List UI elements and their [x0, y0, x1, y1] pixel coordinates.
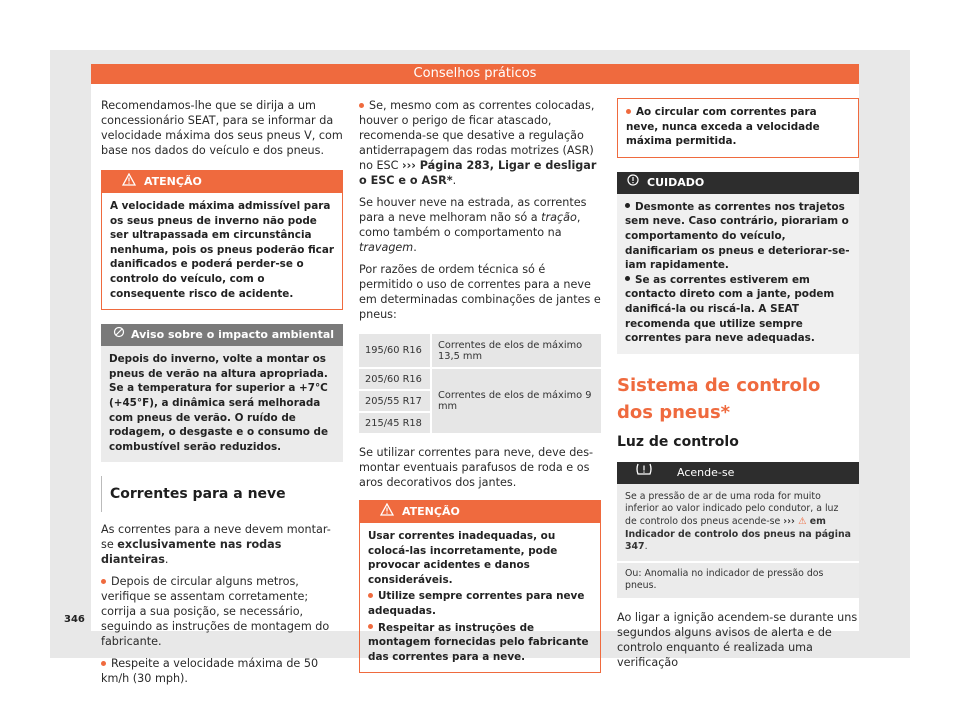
- warning-triangle-icon: [122, 171, 136, 193]
- table-cell-tire: 215/45 R18: [359, 412, 431, 434]
- tire-pressure-warning-icon: [635, 462, 653, 484]
- warning-body: [360, 523, 600, 672]
- warning-box: [101, 170, 343, 310]
- indicator-title: Acende-se: [677, 465, 735, 479]
- warning-title: ATENÇÃO: [144, 175, 202, 188]
- environment-title: Aviso sobre o impacto ambiental: [131, 328, 335, 342]
- combination-paragraph: Por razões de ordem técnica só é permitido o uso de correntes para a neve em determinadas combinações de jantes e pneus:: [359, 263, 601, 321]
- environment-header: [101, 324, 343, 346]
- indicator-description-2: Ou: Anomalia no indicador de pressão dos pneus.: [617, 563, 859, 598]
- warning-triangle-icon: [380, 501, 394, 523]
- warning-header: [360, 501, 600, 523]
- indicator-text-end: .: [644, 541, 648, 553]
- note-box: [617, 98, 859, 158]
- indicator-panel: [617, 462, 859, 598]
- chapter-title: Conselhos práticos: [413, 66, 537, 81]
- bullet-icon: [359, 103, 364, 108]
- traction-end: .: [413, 241, 417, 254]
- list-item: [368, 589, 592, 618]
- traction-text-2: , como também o comportamento na: [359, 211, 581, 239]
- caution-title: CUIDADO: [647, 175, 705, 189]
- list-item-text: Depois de circular alguns metros, verifique se assentam corretamente; corrija a sua posição, se necessário, seguindo as instruções de montagem do fabricante.: [101, 575, 330, 649]
- list-item: [625, 273, 851, 346]
- section-title-tire-control: Sistema de controlo dos pneus*: [617, 374, 821, 423]
- list-item-text: Utilize sempre correntes para neve adequadas.: [368, 590, 585, 617]
- traction-text: Se houver neve na estrada, as correntes para a neve melhoram não só a: [359, 196, 587, 224]
- bullet-icon: [368, 593, 373, 598]
- intro-paragraph: Recomendamos-lhe que se dirija a um concessionário SEAT, para se informar da velocidade máxima dos seus pneus V, com base nos dados do veículo e dos pneus.: [101, 99, 343, 157]
- list-item-text: Se, mesmo com as correntes colocadas, houver o perigo de ficar atascado, recomenda-se que desative a regulação antiderrapagem das rodas motrizes (ASR) no ESC: [359, 99, 595, 172]
- bullet-icon: [368, 624, 373, 629]
- chapter-header: [91, 64, 859, 84]
- indicator-description: [617, 484, 859, 561]
- caution-body: [617, 194, 859, 354]
- list-item: [101, 574, 343, 649]
- ignition-paragraph: Ao ligar a ignição acendem-se durante uns segundos alguns avisos de alerta e de controlo enquanto é realizada uma verificação: [617, 610, 858, 669]
- subsection-title: Luz de controlo: [617, 433, 739, 450]
- page-reference-arrow[interactable]: ›››: [783, 515, 799, 527]
- bullet-icon: [625, 276, 630, 281]
- column-right: [617, 98, 859, 677]
- page-reference-link[interactable]: em Indicador de controlo dos pneus na página 347: [625, 515, 851, 553]
- indicator-header: [617, 462, 859, 484]
- list-item-text: Se as correntes estiverem em contacto direto com a jante, podem danificá-la ou riscá-la. A SEAT recomenda que utilize sempre correntes para neve adequadas.: [625, 273, 835, 345]
- chains-intro-end: .: [164, 553, 169, 567]
- table-row: [359, 334, 601, 368]
- list-item-text: Respeite a velocidade máxima de 50 km/h (30 mph).: [101, 657, 319, 686]
- list-item-text: Respeitar as instruções de montagem fornecidas pelo fabricante das correntes para a neve.: [368, 621, 589, 663]
- list-item: [359, 98, 601, 188]
- caution-box: [617, 172, 859, 354]
- table-cell-tire: 205/60 R16: [359, 368, 431, 390]
- column-middle: [359, 98, 601, 683]
- table-cell-chain: Correntes de elos de máximo 13,5 mm: [431, 334, 601, 368]
- list-item: [368, 621, 592, 665]
- column-left: [101, 98, 343, 693]
- leaf-icon: [113, 324, 125, 346]
- list-item-text: Desmonte as correntes nos trajetos sem neve. Caso contrário, piorariam o comportamento do veículo, danificariam os pneus e deteriorar-se-iam rapidamente.: [625, 200, 850, 272]
- warning-triangle-icon: ⚠: [798, 515, 807, 527]
- chains-intro-text: As correntes para a neve devem montar-se: [101, 523, 331, 552]
- braking-emphasis: travagem: [359, 241, 414, 254]
- bullet-icon: [626, 109, 631, 114]
- caution-header: [617, 172, 859, 194]
- bullet-icon: [101, 661, 106, 666]
- table-cell-tire: 205/55 R17: [359, 390, 431, 412]
- traction-paragraph: [359, 195, 601, 255]
- table-cell-tire: 195/60 R16: [359, 334, 431, 368]
- page-reference-link[interactable]: ››› Página 283, Ligar e desligar o ESC e o ASR*: [359, 159, 597, 187]
- warning-title: ATENÇÃO: [402, 505, 460, 518]
- warning-header: [102, 171, 342, 193]
- indicator-text: Se a pressão de ar de uma roda for muito inferior ao valor indicado pelo condutor, a luz de controlo dos pneus acende-se: [625, 490, 839, 527]
- bolts-paragraph: Se utilizar correntes para neve, deve desmontar eventuais parafusos de roda e os aros decorativos dos jantes.: [359, 446, 594, 489]
- section-heading-snow-chains: Correntes para a neve: [101, 476, 343, 512]
- chains-intro: [101, 522, 343, 567]
- environment-text: Depois do inverno, volte a montar os pneus de verão na altura apropriada. Se a temperatura for superior a +7°C (+45°F), a dinâmica será melhorada com pneus de verão. O ruído de rodagem, o desgaste e o consumo de combustível serão reduzidos.: [109, 353, 329, 453]
- warning-box: [359, 500, 601, 673]
- note-text: Ao circular com correntes para neve, nunca exceda a velocidade máxima permitida.: [626, 106, 820, 148]
- tire-chain-table: [359, 334, 601, 435]
- chains-intro-bold: exclusivamente nas rodas dianteiras: [101, 538, 282, 567]
- info-circle-icon: [627, 172, 639, 194]
- bullet-icon: [101, 579, 106, 584]
- environment-notice: [101, 324, 343, 462]
- page-number: 346: [64, 614, 85, 625]
- list-item: [101, 656, 343, 686]
- bullet-icon: [625, 203, 630, 208]
- table-cell-chain: Correntes de elos de máximo 9 mm: [431, 368, 601, 434]
- list-item-end: .: [452, 174, 457, 187]
- warning-text: A velocidade máxima admissível para os seus pneus de inverno não pode ser ultrapassada em circunstância nenhuma, pois os pneus poderão ficar danificados e poderá perder-se o controlo do veículo, com o consequente risco de acidente.: [110, 200, 334, 300]
- traction-emphasis: tração: [541, 211, 577, 224]
- table-row: [359, 368, 601, 390]
- warning-text: Usar correntes inadequadas, ou colocá-las incorretamente, pode provocar acidentes e danos consideráveis.: [368, 530, 558, 586]
- list-item: [625, 200, 851, 273]
